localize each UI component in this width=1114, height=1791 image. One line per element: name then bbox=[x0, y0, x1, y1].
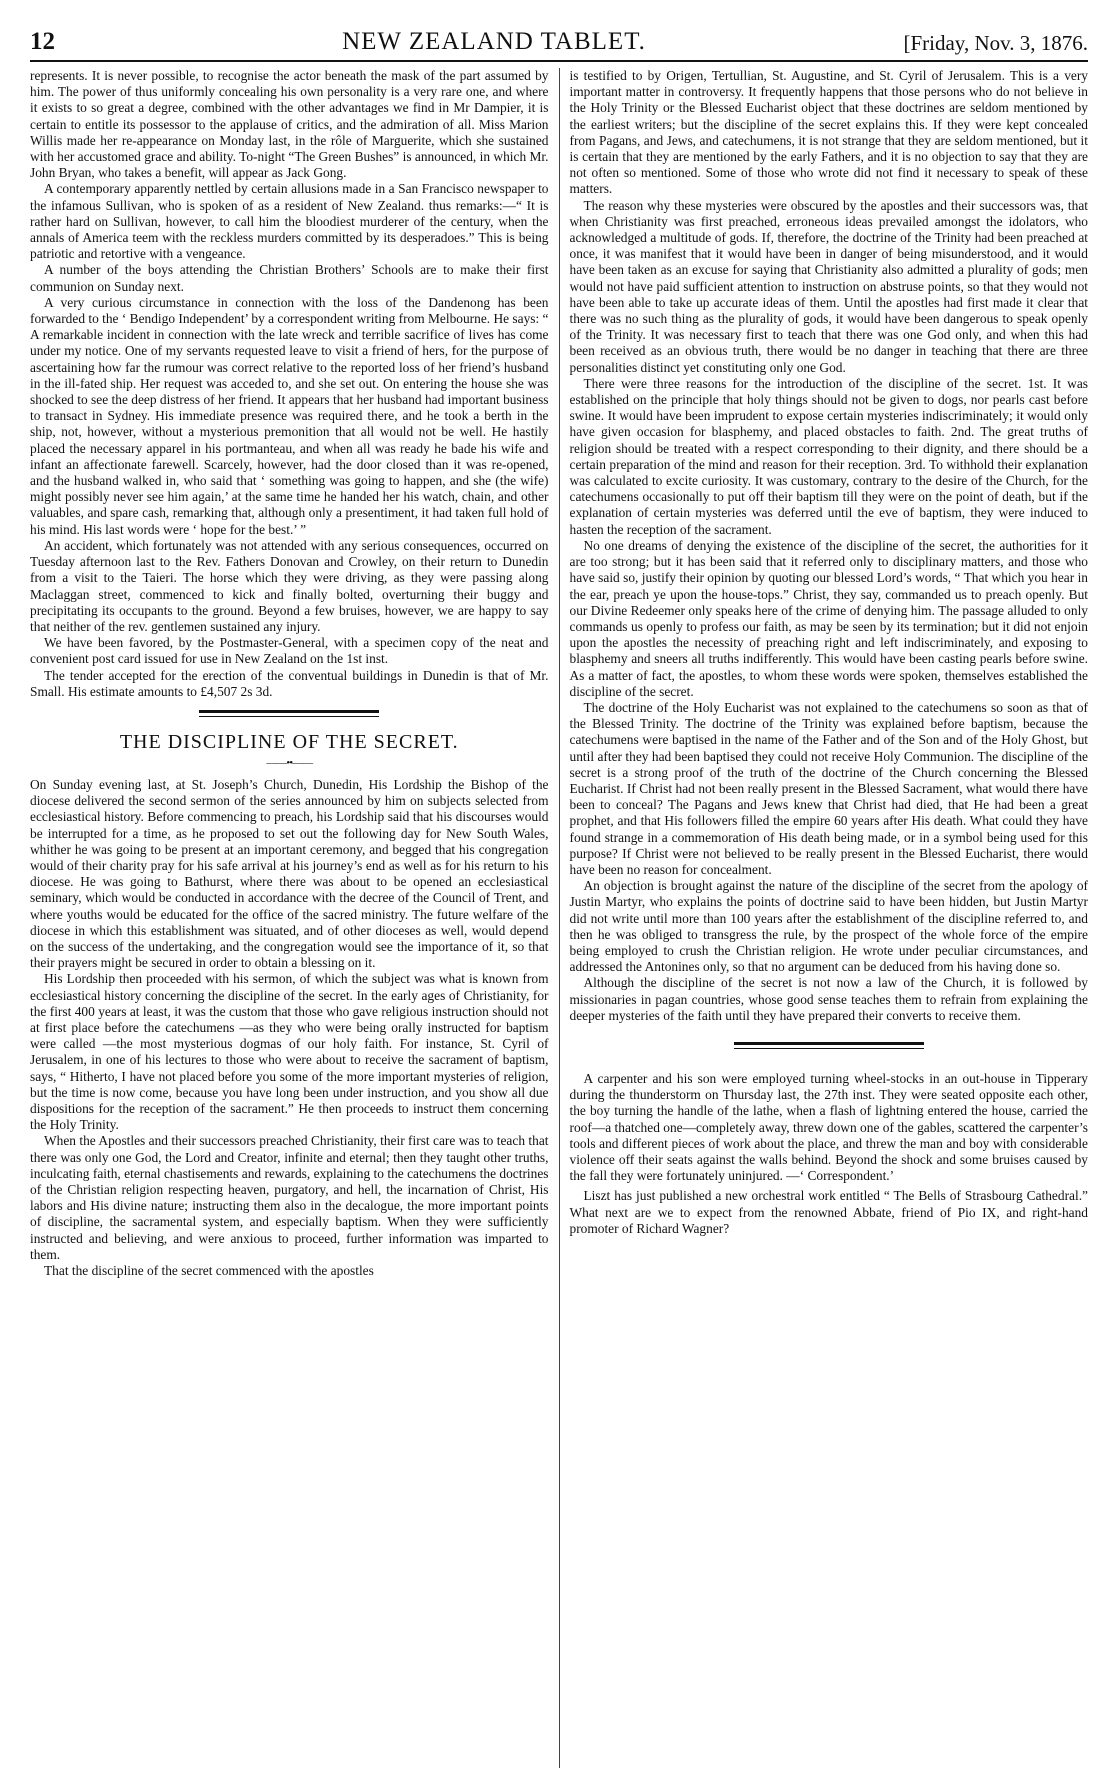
paragraph-theatre-review: represents. It is never possible, to recognise the actor beneath the mask of the part assumed by him. The power of thus uniformly concealing his own personality is a very rare one, and where it exists to so great a degree, combined with the other advantages we find in Mr Dampier, it is certain to entitle its possessor to the applause of critics, and the admiration of all. Miss Marion Willis made her re-appearance on Monday last, in the rôle of Marguerite, which she sustained with her accustomed grace and ability. To-night “The Green Bushes” is announced, in which Mr. John Bryan, who takes a benefit, will appear as Jack Gong. bbox=[30, 68, 549, 181]
article-paragraph: No one dreams of denying the existence of the discipline of the secret, the authorities for it are too strong; but it has been said that it referred only to disciplinary matters, and those who have said so, justify their opinion by quoting our blessed Lord’s words, “ That which you hear in the ear, preach ye upon the house-tops.” Christ, they say, commanded us to preach openly. But our Divine Redeemer only speaks here of the crime of denying him. The passage alluded to only commands us openly to profess our faith, as may be seen by its termination; but it did not enjoin upon the apostles the necessity of preaching right and left indiscriminately, and exposing to blasphemy and sneers all truths indifferently. This would have been casting pearls before swine. As a matter of fact, the apostles, to whom these words were spoken, themselves established the discipline of the secret. bbox=[569, 537, 1088, 699]
page-header bbox=[30, 22, 1088, 62]
paragraph-tender: The tender accepted for the erection of the conventual buildings in Dunedin is that of Mr. Small. His estimate amounts to £4,507 2s 3d. bbox=[30, 667, 549, 699]
masthead-title: NEW ZEALAND TABLET. bbox=[342, 28, 646, 55]
article-paragraph: The doctrine of the Holy Eucharist was not explained to the catechumens so soon as that of the Blessed Trinity. The doctrine of the Trinity was explained before baptism, because the catechumens were baptised in the name of the Father and of the Son and of the Holy Ghost, but until after they had been baptised they could not receive Holy Communion. The discipline of the secret is a strong proof of the truth of the doctrine of the Church concerning the Blessed Eucharist. If Christ had not been really present in the Blessed Sacrament, what would there have been to conceal? The Pagans and Jews knew that Christ had died, that He had been a great prophet, and that His followers filled the empire 60 years after His death. What could they have found strange in a commemoration of His death being made, or in a symbol being used for this purpose? If Christ were not believed to be really present in the Blessed Eucharist, there would have been no reason for concealment. bbox=[569, 699, 1088, 877]
article-paragraph: An objection is brought against the nature of the discipline of the secret from the apology of Justin Martyr, who explains the points of doctrine said to have been hidden, but Justin Martyr did not write until more than 100 years after the establishment of the discipline referred to, and then he was obliged to transgress the rule, by the prospect of the whole force of the empire being employed to crush the Christian religion. He wrote under peculiar circumstances, and addressed the Antonines only, so that no argument can be deduced from his having done so. bbox=[569, 878, 1088, 975]
article-paragraph: There were three reasons for the introduction of the discipline of the secret. 1st. It was established on the principle that holy things should not be given to dogs, nor pearls cast before swine. It would have been imprudent to expose certain mysteries indiscriminately; it would only have given occasion for blasphemy, and placed obstacles to faith. 2nd. The great truths of religion should be treated with a respect corresponding to their dignity, and there should be a certain preparation of the mind and reason for their reception. 3rd. To withhold their explanation was calculated to excite curiosity. It was customary, contrary to the desire of the Church, for the catechumens occasionally to put off their baptism till they were on the point of death, but if the explanation of certain mysteries was deferred until the eve of baptism, they were induced to hasten the reception of the sacrament. bbox=[569, 375, 1088, 537]
article-paragraph: The reason why these mysteries were obscured by the apostles and their successors was, that when Christianity was first preached, erroneous ideas prevailed amongst the idolators, who acknowledged a multitude of gods. If, therefore, the doctrine of the Trinity had been preached at once, it was manifest that it would have been in danger of being misunderstood, and it would have been taken as an excuse for saying that Christianity also admitted a plurality of gods; men would not have paid sufficient attention to instruction on abstruse points, so that they would not have been able to take up accurate ideas of them. Until the apostles had first made it clear that there was no such thing as the plurality of gods, it would have been dangerous to speak openly of the Trinity. It was necessary first to teach that there was one God only, and when this had been received as an obvious truth, there would be no danger in teaching that there are three personalities distinct yet constituting only one God. bbox=[569, 197, 1088, 375]
section-separator bbox=[734, 1042, 924, 1049]
article-paragraph: Although the discipline of the secret is not now a law of the Church, it is followed by missionaries in pagan countries, whose good sense teaches them to refrain from explaining the deeper mysteries of the faith until they have prepared their converts to receive them. bbox=[569, 975, 1088, 1023]
page-number: 12 bbox=[30, 28, 55, 55]
paragraph-liszt: Liszt has just published a new orchestral work entitled “ The Bells of Strasbourg Cathedral.” What next are we to expect from the renowned Abbate, friend of Pio IX, and right-hand promoter of Richard Wagner? bbox=[569, 1188, 1088, 1236]
left-column bbox=[30, 68, 559, 1768]
right-column bbox=[559, 68, 1089, 1768]
article-paragraph: On Sunday evening last, at St. Joseph’s Church, Dunedin, His Lordship the Bishop of the diocese delivered the second sermon of the series announced by him on subjects selected from ecclesiastical history. Before commencing to preach, his Lordship said that his discourses would be interrupted for a time, as he proposed to set out the following day for New South Wales, whither he was going to be present at an important ceremony, and begged that his congregation would of their charity pray for his safe arrival at his journey’s end as well as for his return to his diocese. He was going to Bathurst, where there was about to be opened an ecclesiastical seminary, which would be conducted in accordance with the decree of the Council of Trent, and where youths would be educated for the office of the sacred ministry. The future welfare of the diocese in which this establishment was situated, and of other dioceses as well, would depend on the success of the undertaking, and the congregation would see the importance of it, so that their prayers might be secured in order to obtain a blessing on it. bbox=[30, 776, 549, 971]
issue-date: [Friday, Nov. 3, 1876. bbox=[903, 31, 1088, 55]
columns bbox=[30, 68, 1088, 1768]
title-ornament: ——••—— bbox=[266, 756, 313, 769]
article-paragraph: is testified to by Origen, Tertullian, St. Augustine, and St. Cyril of Jerusalem. This is a very important matter in controversy. It frequently happens that those persons who do not believe in the Holy Trinity or the Blessed Eucharist object that these doctrines are seldom mentioned by the earliest writers; but the discipline of the secret explains this. If they were kept concealed from Pagans, and Jews, and catechumens, it is not strange that they are seldom mentioned, but it is certain that they are mentioned by the early Fathers, and it is no objection to say that they are not often so mentioned. Some of those who wrote did not find it necessary to speak of these matters. bbox=[569, 68, 1088, 197]
article-title: THE DISCIPLINE OF THE SECRET. bbox=[119, 730, 459, 753]
heading-rule bbox=[199, 710, 379, 717]
section-heading bbox=[30, 710, 549, 769]
paragraph-sullivan: A contemporary apparently nettled by certain allusions made in a San Francisco newspaper to the infamous Sullivan, who is spoken of as a resident of New Zealand. thus remarks:—“ It is rather hard on Sullivan, however, to call him the bloodiest murderer of the century, when the annals of America teem with the reckless murders committed by its desperadoes.” This is being patriotic and retortive with a vengeance. bbox=[30, 181, 549, 262]
paragraph-accident: An accident, which fortunately was not attended with any serious consequences, occurred on Tuesday afternoon last to the Rev. Fathers Donovan and Crowley, on their return to Dunedin from a visit to the Taieri. The horse which they were driving, as they were passing along Maclaggan street, commenced to kick and finally bolted, overturning their buggy and precipitating its occupants to the ground. Beyond a few bruises, however, we are happy to say that neither of the rev. gentlemen sustained any injury. bbox=[30, 537, 549, 634]
article-paragraph: His Lordship then proceeded with his sermon, of which the subject was what is known from ecclesiastical history concerning the discipline of the secret. In the early ages of Christianity, for the first 400 years at least, it was the custom that those who gave religious instruction should not at first place before the catechumens —as they who were being orally instructed for baptism were called —the most mysterious dogmas of our holy faith. For instance, St. Cyril of Jerusalem, in one of his lectures to those who were about to receive the sacrament of baptism, says, “ Hitherto, I have not placed before you some of the more important mysteries of religion, but the time is now come, because you have long been under instruction, and you show all due dispositions for the reception of the sacrament.” He then proceeds to instruct them concerning the Holy Trinity. bbox=[30, 971, 549, 1133]
paragraph-dandenong: A very curious circumstance in connection with the loss of the Dandenong has been forwarded to the ‘ Bendigo Independent’ by a correspondent writing from Melbourne. He says: “ A remarkable incident in connection with the late wreck and terrible sacrifice of lives has come under my notice. One of my servants requested leave to visit a friend of hers, for the purpose of ascertaining how far the rumour was correct relative to the reported loss of her friend’s husband in the ill-fated ship. Her request was acceded to, and she set out. On entering the house she was shocked to see the deep distress of her friend. It appears that her husband had important business to transact in Sydney. His immediate presence was required there, and he took a berth in the ship, not, however, without a mysterious premonition that all would not be well. He hastily placed the necessary apparel in his portmanteau, and when all was ready he bade his wife and infant an affectionate farewell. Scarcely, however, had the door closed than it was re-opened, and the husband walked in, who said that ‘ something was going to happen, and she (the wife) might possibly never see him again,’ at the same time he handed her his watch, chain, and other valuables, and spare cash, remarking that, although only a presentiment, it had taken full hold of his mind. His last words were ‘ hope for the best.’ ” bbox=[30, 294, 549, 537]
paragraph-lightning: A carpenter and his son were employed turning wheel-stocks in an out-house in Tipperary during the thunderstorm on Thursday last, the 27th inst. They were seated opposite each other, the boy turning the handle of the lathe, when a flash of lightning entered the house, carried the roof—a thatched one—completely away, threw down one of the gables, scattered the carpenter’s tools and different pieces of work about the place, and threw the man and boy with considerable violence off their seats against the walls behind. Beyond the shock and some bruises caused by the fall they were fortunately uninjured. —‘ Correspondent.’ bbox=[569, 1070, 1088, 1184]
article-paragraph: That the discipline of the secret commenced with the apostles bbox=[44, 1263, 374, 1279]
paragraph-first-communion: A number of the boys attending the Christian Brothers’ Schools are to make their first communion on Sunday next. bbox=[30, 262, 549, 294]
article-paragraph: When the Apostles and their successors preached Christianity, their first care was to teach that there was only one God, the Lord and Creator, infinite and eternal; then they taught other truths, inculcating faith, eternal chastisements and rewards, explaining to the catechumens the doctrines of the Christian religion respecting heaven, purgatory, and hell, the incarnation of Christ, His labors and His divine nature; instructing them also in the decalogue, the more important points of discipline, the sacramental system, and especially baptism. When they were sufficiently instructed and believing, and were anxious to proceed, further information was imparted to them. bbox=[30, 1133, 549, 1262]
paragraph-post-card: We have been favored, by the Postmaster-General, with a specimen copy of the neat and convenient post card issued for use in New Zealand on the 1st inst. bbox=[30, 635, 549, 667]
